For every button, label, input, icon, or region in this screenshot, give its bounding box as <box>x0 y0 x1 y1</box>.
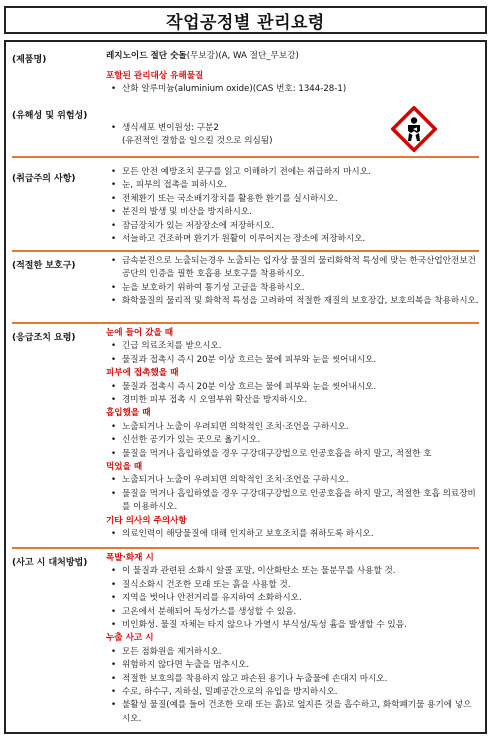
protective-content <box>106 255 479 309</box>
first-aid-heading: 눈에 들어 갔을 때 <box>106 328 174 338</box>
list-item: • 고온에서 분해되어 독성가스를 생성할 수 있음. <box>106 606 479 619</box>
first-aid-heading: 흡입했을 때 <box>106 408 151 419</box>
hazard-label: (유해성 및 위험성) <box>12 111 88 121</box>
hazard-substance-item: • 산화 알루미늄(aluminium oxide)(CAS 번호: 1344-28-1) <box>106 83 479 96</box>
list-item: • 이 물질과 관련된 소화시 알콜 포말, 이산화탄소 또는 물분무를 사용할 것. <box>106 565 479 578</box>
first-aid-heading: 기타 의사의 주의사항 <box>106 515 187 526</box>
accident-heading: 누출 사고 시 <box>106 633 154 644</box>
list-item: • 물질을 먹거나 흡입하였을 경우 구강대구강법으로 인공호흡을 하지 말고, 적절한 호 <box>106 448 479 461</box>
hazard-substances <box>106 70 479 97</box>
health-hazard-icon <box>391 106 437 152</box>
list-item: • 경미한 피부 접촉 시 오염부위 확산을 방지하시오. <box>106 394 479 407</box>
first-aid-content <box>106 327 479 542</box>
accident-label: (사고 시 대처방법) <box>12 558 88 568</box>
handling-content <box>106 166 479 246</box>
product-name-main: 레지노이드 절단 숫돌 <box>106 51 187 61</box>
section-divider <box>12 322 479 324</box>
list-item: • 수로, 하수구, 지하실, 밀폐공간으로의 유입을 방지하시오. <box>106 686 479 699</box>
product-label: (제품명) <box>12 55 47 65</box>
page-title: 작업공정별 관리요령 <box>4 6 487 34</box>
list-item: • 위험하지 않다면 누출을 멈추시오. <box>106 659 479 672</box>
list-item: • 물질과 접촉시 즉시 20분 이상 흐르는 물에 피부와 눈을 씻어내시오. <box>106 354 479 367</box>
list-item: • 물질을 먹거나 흡입하였을 경우 구강대구강법으로 인공호흡을 하지 말고, 적절한 호흡 의료장비를 이용하시오. <box>106 488 479 515</box>
list-item: • 질식소화시 건조한 모래 또는 흙을 사용할 것. <box>106 579 479 592</box>
first-aid-heading: 피부에 접촉했을 때 <box>106 368 179 379</box>
list-item: • 잠금장치가 있는 저장장소에 저장하시오. <box>106 220 479 233</box>
list-item: • 화학물질의 물리적 및 화학적 특성을 고려하여 적절한 재질의 보호장갑, 보호의복을 착용하시오. <box>106 295 479 308</box>
hazard-note: (유전적인 결함을 일으킬 것으로 의심됨) <box>122 136 273 147</box>
list-item: • 모든 안전 예방조치 문구를 읽고 이해하기 전에는 취급하지 마시오. <box>106 166 479 179</box>
list-item: • 신선한 공기가 있는 곳으로 옮기시오. <box>106 434 479 447</box>
list-item: • 의료인력이 해당물질에 대해 인지하고 보호조치를 취하도록 하시오. <box>106 528 479 541</box>
list-item: • 분진의 발생 및 비산을 방지하시오. <box>106 206 479 219</box>
first-aid-label: (응급조치 요령) <box>12 333 76 343</box>
section-divider <box>12 156 479 158</box>
product-name-suffix: (무보강)(A, WA 절단_무보강) <box>186 51 299 61</box>
hazard-subheading: 포함된 관리대상 유해물질 <box>106 71 204 81</box>
list-item: • 불활성 물질(예를 들어 건조한 모래 또는 흙)로 엎지른 것을 흡수하고, 화학폐기물 용기에 넣으시오. <box>106 699 479 726</box>
list-item: • 서늘하고 건조하며 환기가 원활이 이루어지는 장소에 저장하시오. <box>106 233 479 246</box>
list-item: • 노출되거나 노출이 우려되면 의학적인 조치·조언을 구하시오. <box>106 421 479 434</box>
list-item: • 금속분진으로 노출되는경우 노출되는 입자상 물질의 물리화학적 특성에 맞는 한국산업안전보건공단의 인증을 필한 호흡용 보호구를 착용하시오. <box>106 255 479 282</box>
product-name <box>106 50 479 63</box>
list-item: • 지역을 벗어나 안전거리를 유지하여 소화하시오. <box>106 592 479 605</box>
section-divider <box>12 250 479 252</box>
section-divider <box>12 547 479 549</box>
list-item: • 눈을 보호하기 위하여 통기성 고글을 착용하시오. <box>106 282 479 295</box>
list-item: • 긴급 의료조치를 받으시오. <box>106 340 479 353</box>
first-aid-heading: 먹었을 때 <box>106 462 143 473</box>
list-item: • 물질과 접촉시 즉시 20분 이상 흐르는 물에 피부와 눈을 씻어내시오. <box>106 381 479 394</box>
list-item: • 비인화성. 물질 자체는 타지 않으나 가열시 부식성/독성 흄을 발생할 수 있음. <box>106 619 479 632</box>
list-item: • 눈, 피부의 접촉을 피하시오. <box>106 179 479 192</box>
list-item: • 전체환기 또는 국소배기장치를 활용한 환기를 실시하시오. <box>106 193 479 206</box>
list-item: • 적절한 보호의를 착용하지 않고 파손된 용기나 누출물에 손대지 마시오. <box>106 673 479 686</box>
list-item: • 노출되거나 노출이 우려되면 의학적인 조치·조언을 구하시오. <box>106 474 479 487</box>
protective-label: (적절한 보호구) <box>12 261 76 271</box>
handling-label: (취급주의 사항) <box>12 174 76 184</box>
accident-content <box>106 552 479 726</box>
accident-heading: 폭발·화재 시 <box>106 553 154 563</box>
list-item: • 모든 점화원을 제거하시오. <box>106 646 479 659</box>
hazard-class-item: • 생식세포 변이원성: 구분2 <box>106 122 479 135</box>
document-frame <box>4 40 487 734</box>
